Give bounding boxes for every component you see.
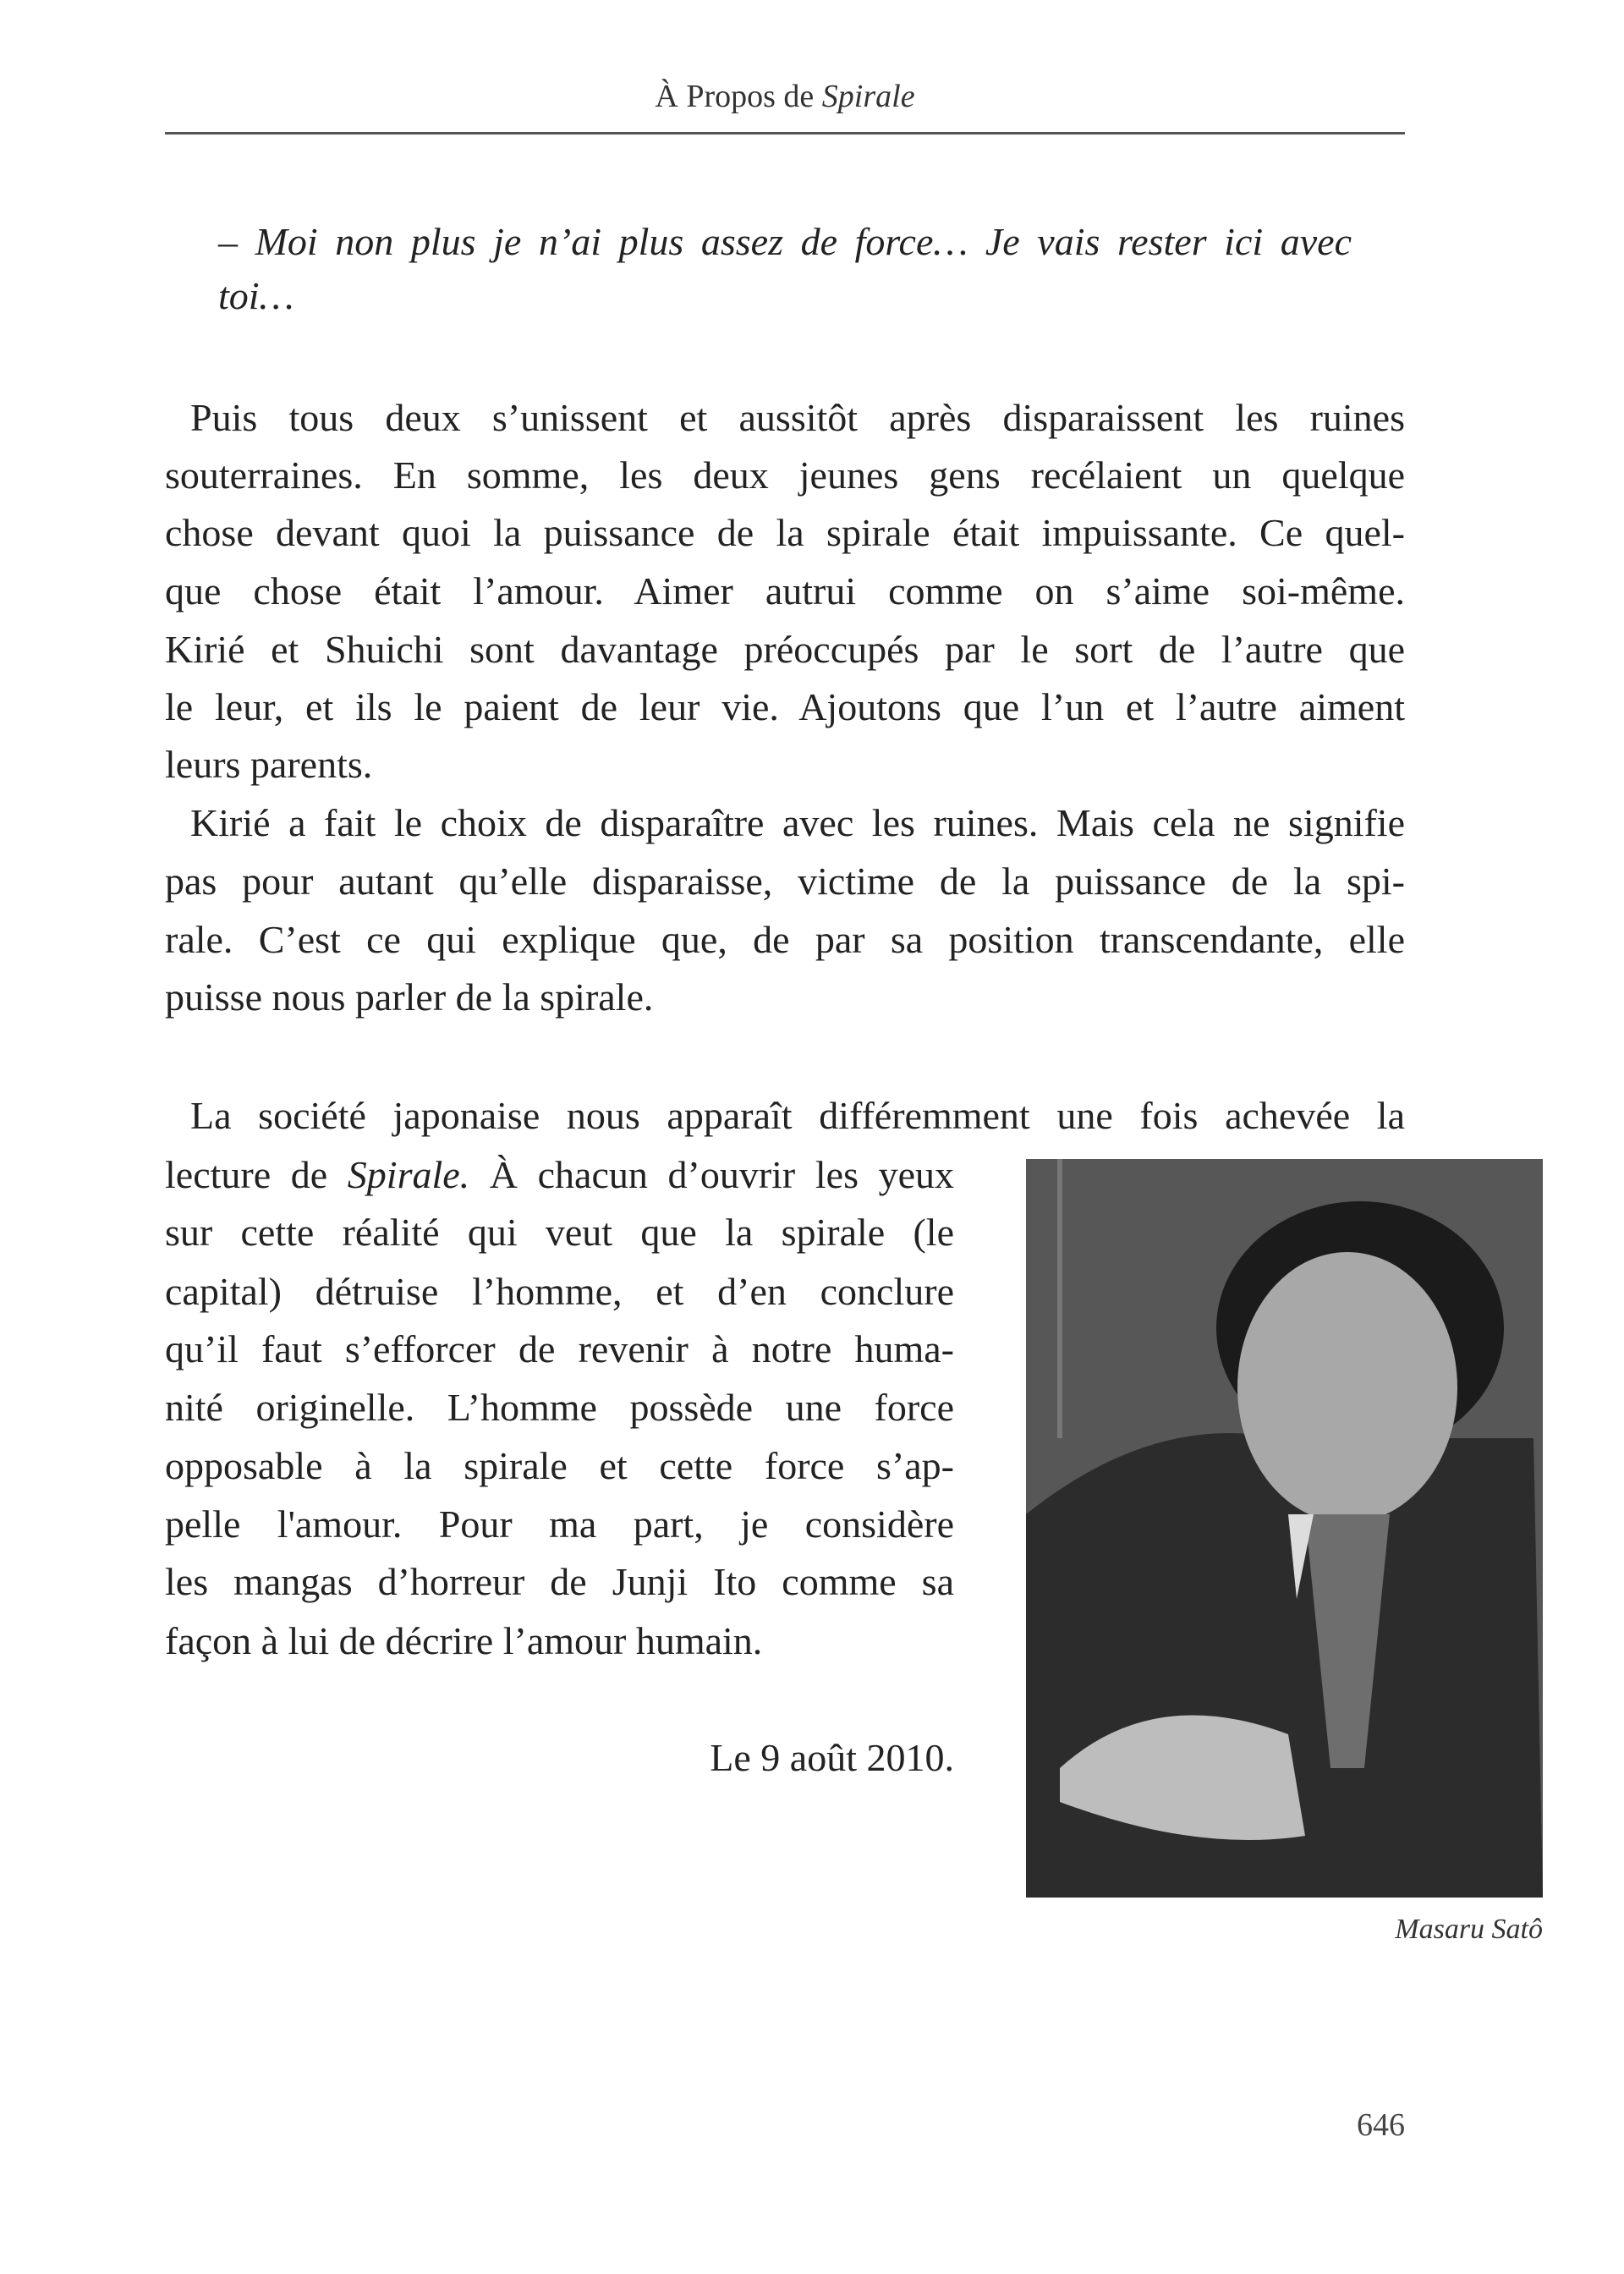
- text-segment: pas pour autant qu’elle disparaisse, victime de la puissance de la spi-: [165, 860, 1405, 903]
- text-segment: Kirié et Shuichi sont davantage préoccupés par le sort de l’autre que: [165, 628, 1405, 671]
- text-segment: souterraines. En somme, les deux jeunes gens recélaient un quelque: [165, 453, 1405, 497]
- text-segment: capital) détruise l’homme, et d’en conclure: [165, 1270, 954, 1313]
- text-segment: sur cette réalité qui veut que la spirale (le: [165, 1211, 954, 1254]
- text-line: [165, 1146, 954, 1204]
- text-line: [165, 1263, 954, 1321]
- text-segment: Puis tous deux s’unissent et aussitôt après disparaissent les ruines: [190, 396, 1405, 439]
- header-italic-title: Spirale: [821, 79, 915, 114]
- text-line: [165, 678, 1405, 736]
- text-line: [165, 1204, 954, 1261]
- text-line: [165, 1612, 954, 1670]
- text-line: [165, 447, 1405, 504]
- page-number: 646: [1357, 2107, 1405, 2143]
- running-header: [165, 78, 1405, 115]
- text-line: [165, 1729, 954, 1787]
- text-line: [165, 1437, 954, 1495]
- text-segment: nité originelle. L’homme possède une force: [165, 1386, 954, 1429]
- text-line: [165, 563, 1405, 620]
- text-segment: qu’il faut s’efforcer de revenir à notre huma-: [165, 1327, 954, 1370]
- text-line: [165, 1496, 954, 1553]
- text-segment: lecture de: [165, 1153, 348, 1196]
- text-segment: façon à lui de décrire l’amour humain.: [165, 1619, 763, 1662]
- text-segment: toi…: [218, 274, 294, 317]
- text-segment: Spirale.: [347, 1153, 470, 1196]
- text-segment: pelle l'amour. Pour ma part, je considère: [165, 1502, 954, 1546]
- text-segment: Le 9 août 2010.: [710, 1736, 954, 1779]
- text-line: [165, 969, 1405, 1026]
- portrait-image: [1026, 1159, 1543, 1898]
- header-text: À Propos de: [655, 79, 822, 114]
- text-segment: les mangas d’horreur de Junji Ito comme sa: [165, 1560, 954, 1603]
- text-line: [218, 213, 1352, 271]
- text-segment: À chacun d’ouvrir les yeux: [469, 1153, 955, 1196]
- text-segment: que chose était l’amour. Aimer autrui comme on s’aime soi-même.: [165, 569, 1405, 612]
- text-line: [165, 853, 1405, 910]
- text-segment: opposable à la spirale et cette force s’ap-: [165, 1444, 954, 1487]
- text-line: [165, 1379, 954, 1436]
- text-segment: leurs parents.: [165, 743, 373, 786]
- text-line: [165, 1321, 954, 1378]
- text-line: [165, 504, 1405, 562]
- photo-caption: Masaru Satô: [1395, 1914, 1543, 1945]
- text-line: [165, 911, 1405, 969]
- text-line: [165, 736, 1405, 794]
- text-line: [218, 267, 1352, 325]
- text-segment: puisse nous parler de la spirale.: [165, 975, 654, 1019]
- text-line: [165, 1553, 954, 1611]
- text-segment: – Moi non plus je n’ai plus assez de force… Je vais rester ici avec: [218, 220, 1352, 263]
- text-segment: La société japonaise nous apparaît différemment une fois achevée la: [190, 1094, 1405, 1137]
- text-segment: rale. C’est ce qui explique que, de par sa position transcendante, elle: [165, 918, 1405, 961]
- text-line: [190, 1087, 1405, 1145]
- header-rule: [165, 132, 1405, 135]
- text-segment: Kirié a fait le choix de disparaître avec les ruines. Mais cela ne signifie: [190, 801, 1405, 844]
- author-photo: [1026, 1159, 1543, 1898]
- text-line: [165, 621, 1405, 678]
- text-segment: le leur, et ils le paient de leur vie. Ajoutons que l’un et l’autre aiment: [165, 685, 1405, 728]
- text-segment: chose devant quoi la puissance de la spirale était impuissante. Ce quel-: [165, 511, 1405, 554]
- text-line: [190, 389, 1405, 447]
- text-line: [190, 794, 1405, 852]
